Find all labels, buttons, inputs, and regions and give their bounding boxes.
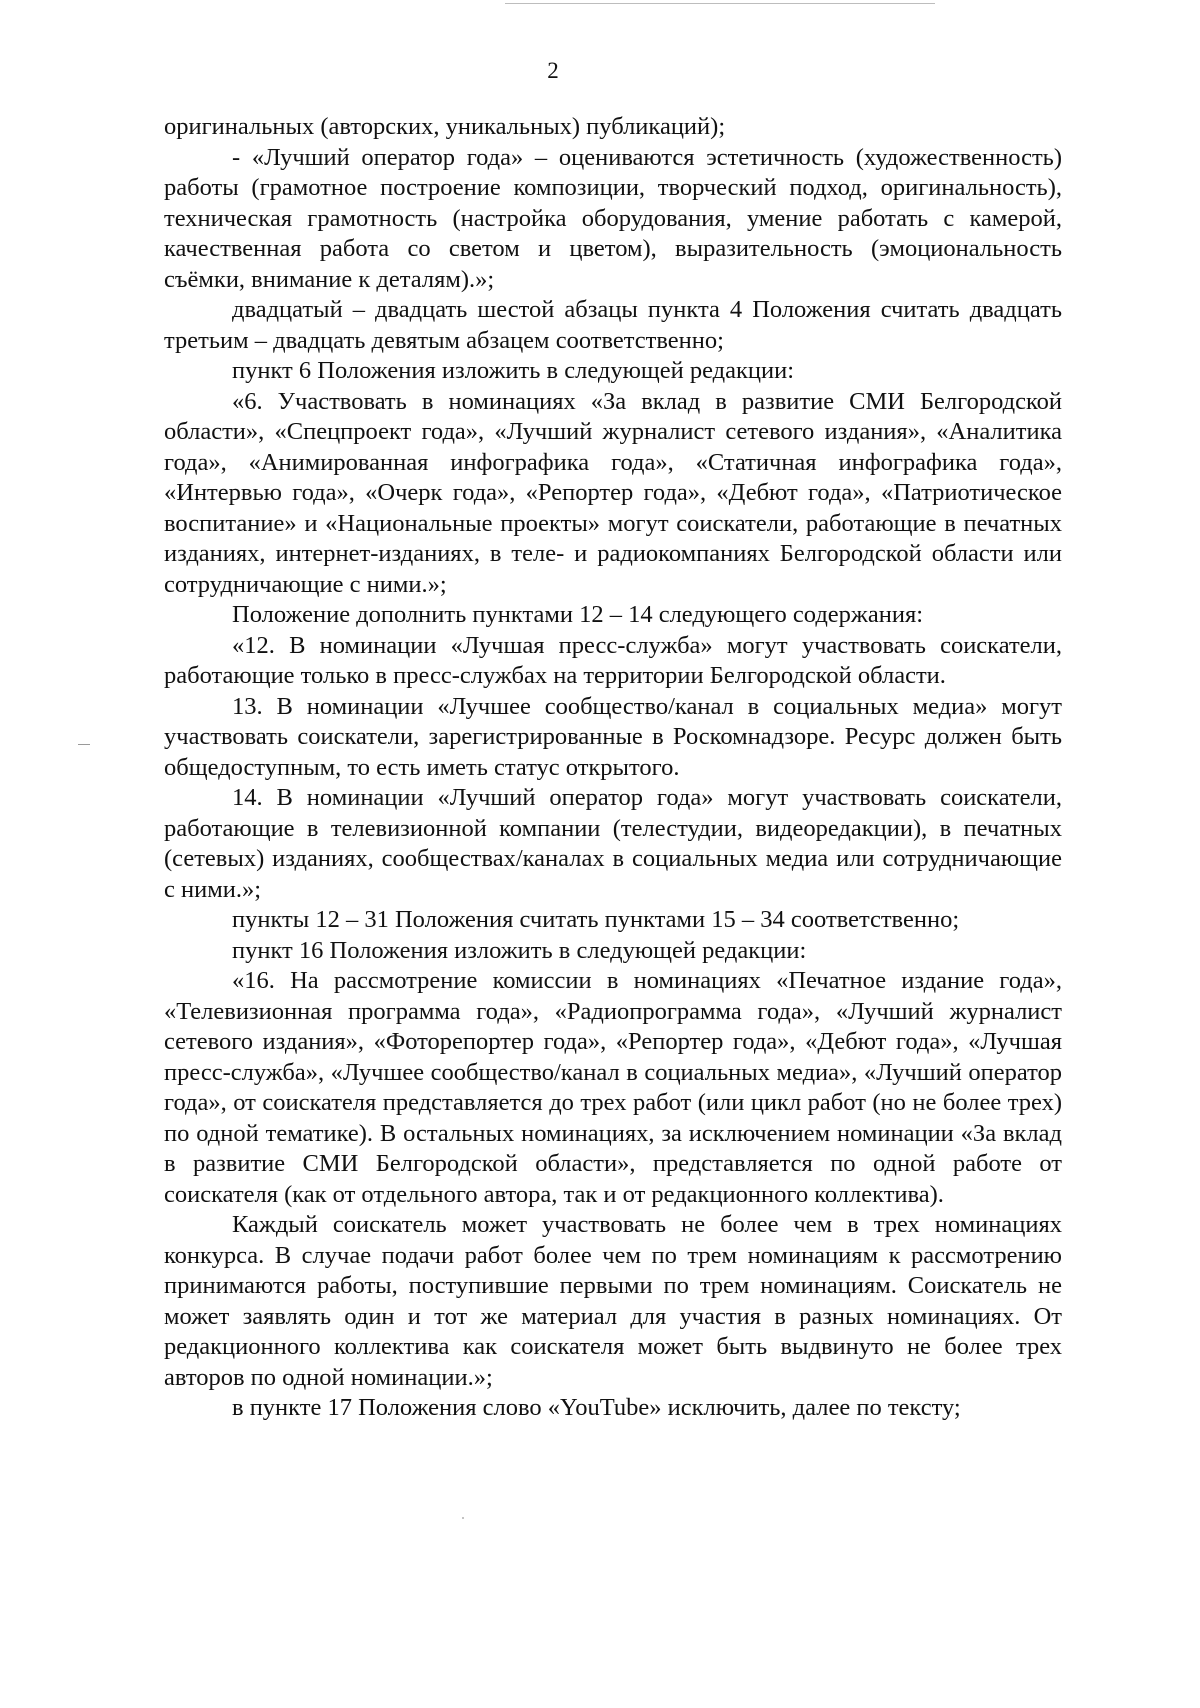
paragraph: «6. Участвовать в номинациях «За вклад в развитие СМИ Белгородской области», «Спецпроект года», «Лучший журналист сетевого издания», «Аналитика года», «Анимированная инфографика года», «Статичная инфографика года», «Интервью года», «Очерк года», «Репортер года», «Дебют года», «Патриотическое воспитание» и «Национальные проекты» могут соискатели, работающие в печатных изданиях, интернет-изданиях, в теле- и радиокомпаниях Белгородской области или сотрудничающие с ними.»; [164, 387, 1062, 598]
page-number: 2 [547, 58, 559, 83]
margin-mark [78, 744, 90, 745]
paragraph: пункты 12 – 31 Положения считать пунктами 15 – 34 соответственно; [232, 906, 960, 933]
document-body [164, 112, 1062, 1424]
paragraph: «12. В номинации «Лучшая пресс-служба» могут участвовать соискатели, работающие только в пресс-службах на территории Белгородской области. [164, 631, 1062, 689]
paragraph: «16. На рассмотрение комиссии в номинациях «Печатное издание года», «Телевизионная программа года», «Радиопрограмма года», «Лучший журналист сетевого издания», «Фоторепортер года», «Репортер года», «Дебют года», «Лучшая пресс-служба», «Лучшее сообщество/канал в социальных медиа», «Лучший оператор года», от соискателя представляется до трех работ (или цикл работ (но не более трех) по одной тематике). В остальных номинациях, за исключением номинации «За вклад в развитие СМИ Белгородской области», представляется по одной работе от соискателя (как от отдельного автора, так и от редакционного коллектива). [164, 967, 1062, 1208]
paragraph: 14. В номинации «Лучший оператор года» могут участвовать соискатели, работающие в телевизионной компании (телестудии, видеоредакции), в печатных (сетевых) изданиях, сообществах/каналах в социальных медиа или сотрудничающие с ними.»; [164, 784, 1062, 903]
paragraph: оригинальных (авторских, уникальных) публикаций); [164, 113, 726, 140]
paragraph: в пункте 17 Положения слово «YouTube» исключить, далее по тексту; [232, 1394, 961, 1421]
scan-edge-line [505, 3, 935, 4]
paragraph: пункт 16 Положения изложить в следующей редакции: [232, 936, 807, 964]
paragraph: Положение дополнить пунктами 12 – 14 следующего содержания: [232, 601, 924, 628]
paragraph: двадцатый – двадцать шестой абзацы пункта 4 Положения считать двадцать третьим – двадцать девятым абзацем соответственно; [164, 296, 1062, 354]
paragraph: пункт 6 Положения изложить в следующей редакции: [232, 357, 795, 384]
paragraph: - «Лучший оператор года» – оцениваются эстетичность (художественность) работы (грамотное построение композиции, творческий подход, оригинальность), техническая грамотность (настройка оборудования, умение работать с камерой, качественная работа со светом и цветом), выразительность (эмоциональность съёмки, внимание к деталям).»; [164, 143, 1062, 293]
scan-speck [462, 1517, 464, 1519]
paragraph: Каждый соискатель может участвовать не более чем в трех номинациях конкурса. В случае подачи работ более чем по трем номинациям к рассмотрению принимаются работы, поступившие первыми по трем номинациям. Соискатель не может заявлять один и тот же материал для участия в разных номинациях. От редакционного коллектива как соискателя может быть выдвинуто не более трех авторов по одной номинации.»; [164, 1211, 1062, 1391]
paragraph: 13. В номинации «Лучшее сообщество/канал в социальных медиа» могут участвовать соискатели, зарегистрированные в Роскомнадзоре. Ресурс должен быть общедоступным, то есть иметь статус открытого. [164, 692, 1062, 781]
